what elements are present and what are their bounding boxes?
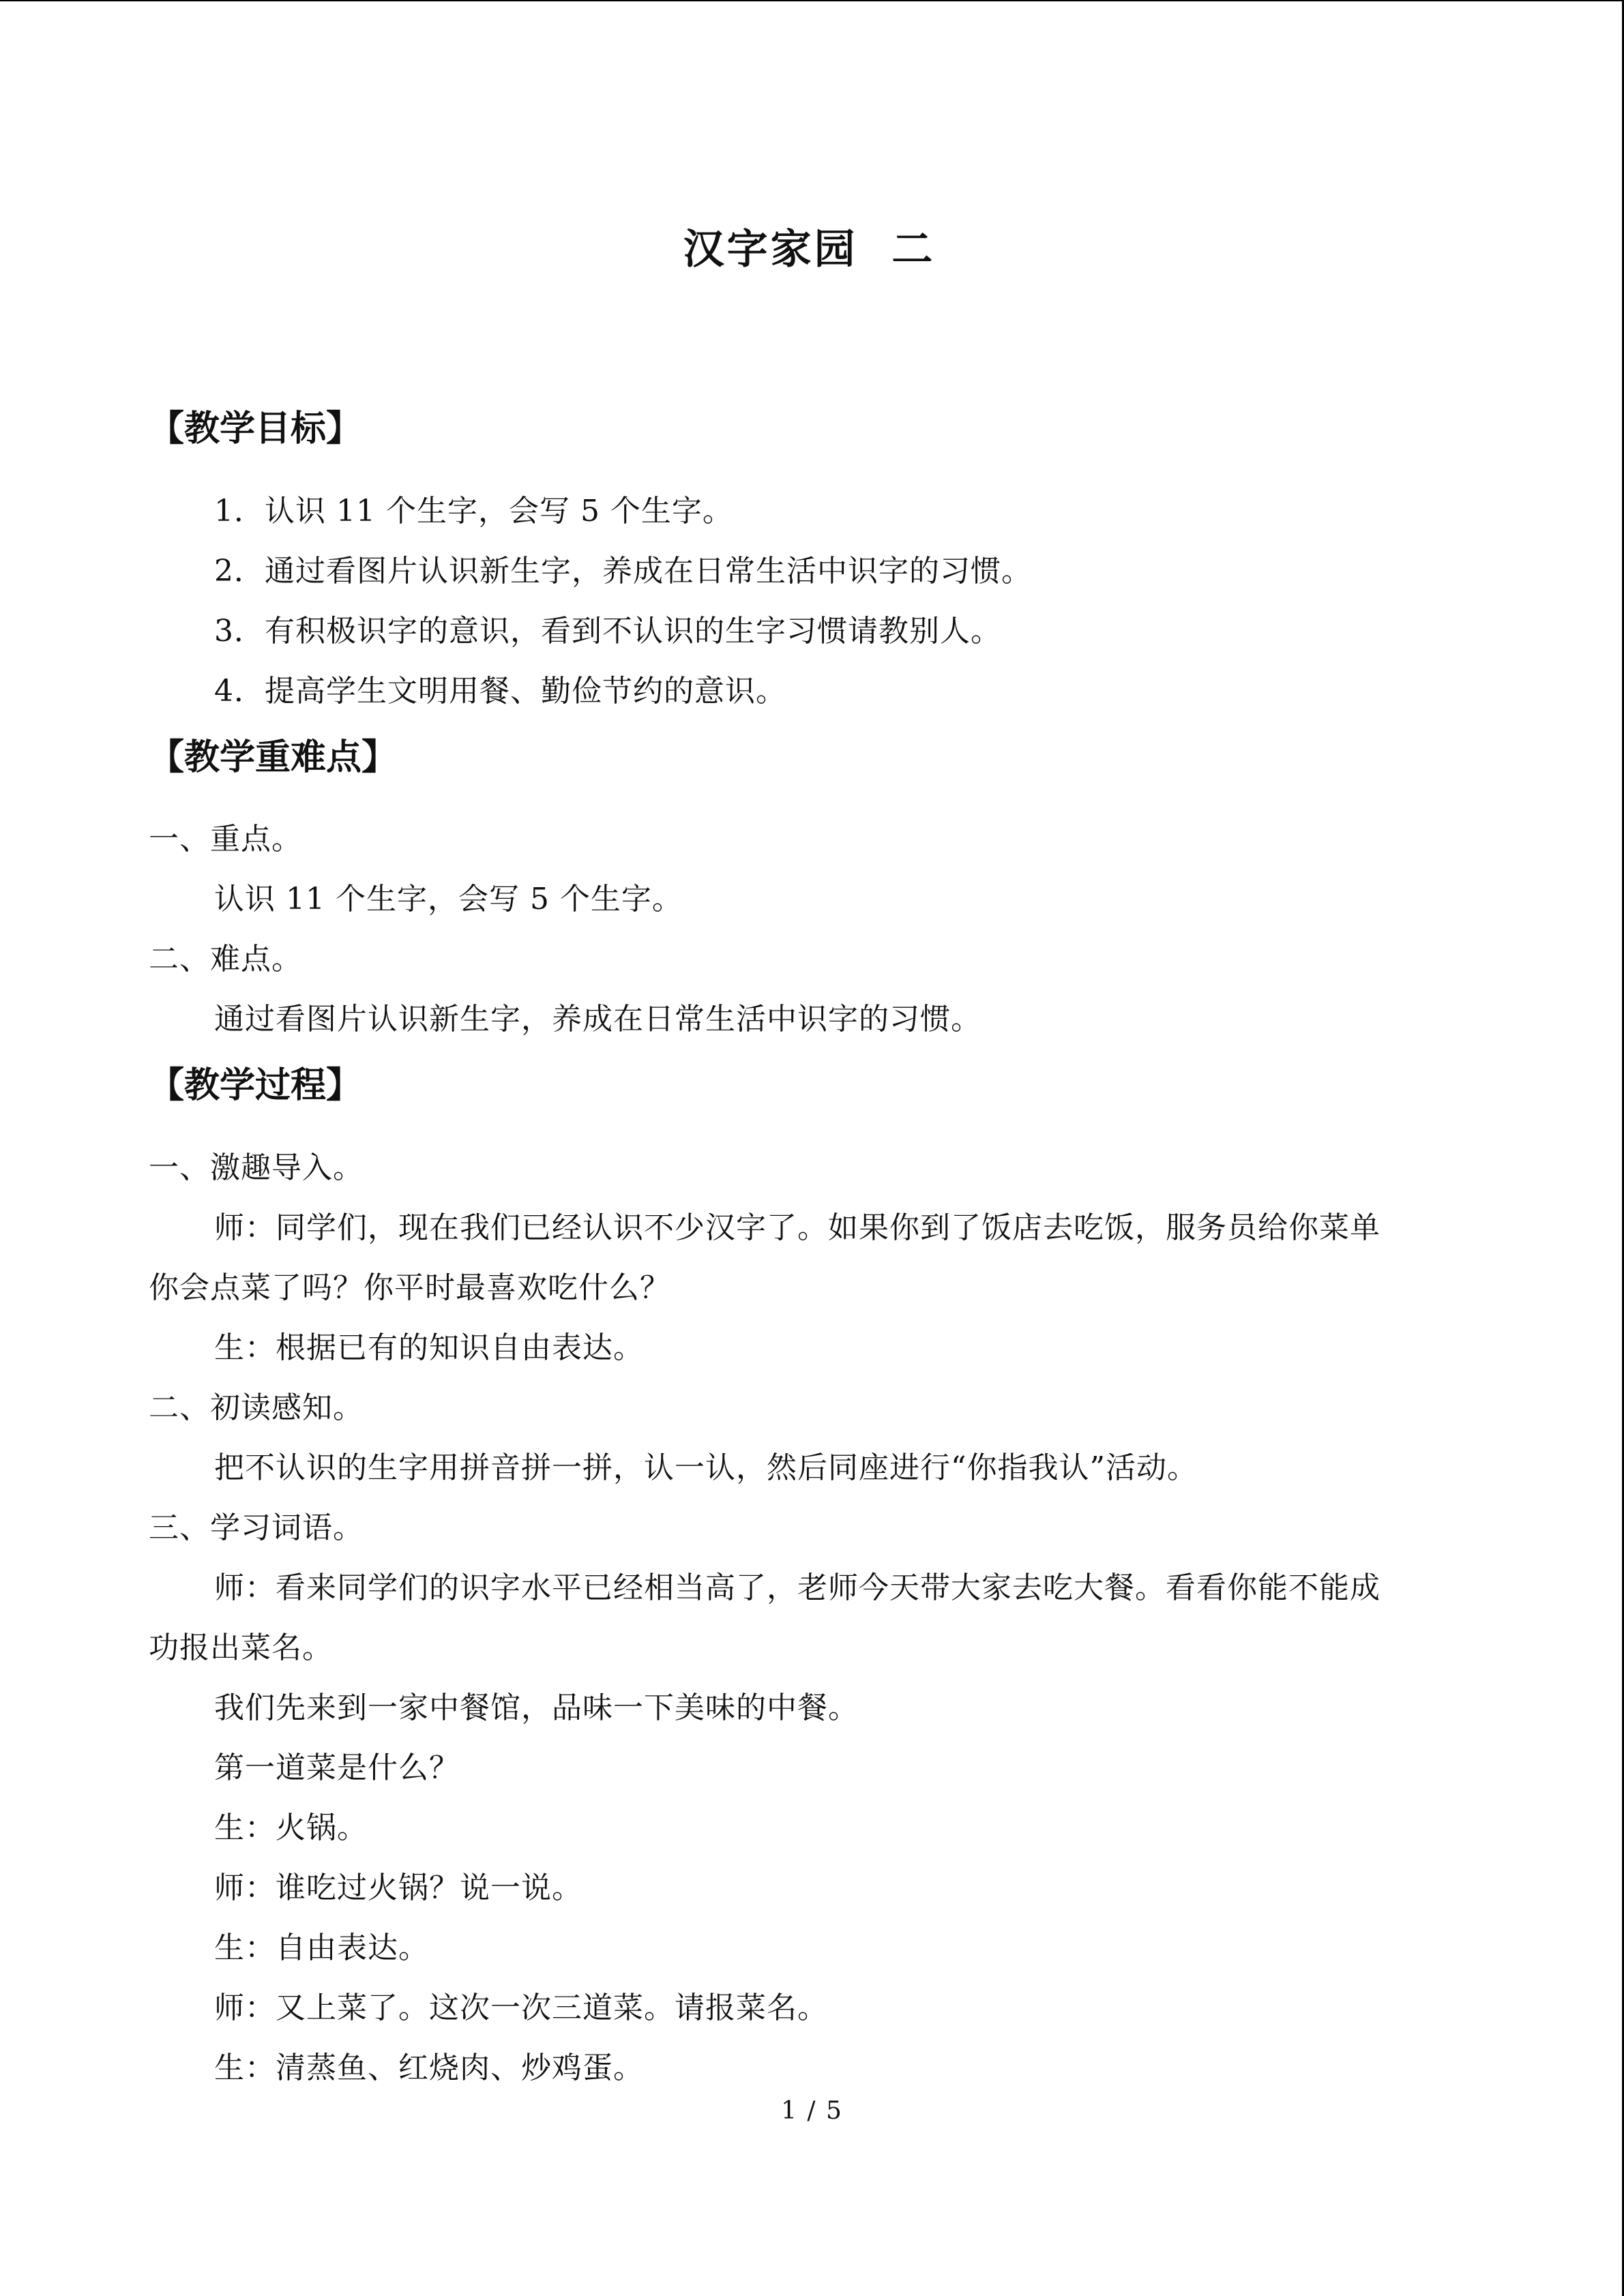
difficulty-label: 二、难点。: [149, 942, 302, 976]
heading-process: 【教学过程】: [149, 1064, 362, 1106]
process-line: 生：清蒸鱼、红烧肉、炒鸡蛋。: [214, 2051, 644, 2085]
process-step-label: 三、学习词语。: [149, 1510, 364, 1545]
process-line: 师：谁吃过火锅？说一说。: [214, 1870, 582, 1905]
objective-item-4: 4．提高学生文明用餐、勤俭节约的意识。: [214, 674, 786, 709]
process-line: 生：自由表达。: [214, 1930, 429, 1965]
objective-item-1: 1．认识 11 个生字，会写 5 个生字。: [214, 494, 733, 528]
heading-key-points: 【教学重难点】: [149, 736, 398, 778]
process-line: 生：火锅。: [214, 1810, 368, 1845]
document-title: 汉字家园 二: [683, 226, 936, 273]
process-line: 师：又上菜了。这次一次三道菜。请报菜名。: [214, 1991, 828, 2025]
process-step-label: 一、激趣导入。: [149, 1150, 364, 1185]
page-number: 1 / 5: [781, 2097, 843, 2125]
process-line: 我们先来到一家中餐馆，品味一下美味的中餐。: [214, 1690, 859, 1725]
heading-objectives: 【教学目标】: [149, 408, 362, 449]
process-line: 第一道菜是什么？: [214, 1750, 460, 1785]
process-line: 功报出菜名。: [149, 1630, 333, 1665]
key-point-text: 认识 11 个生字，会写 5 个生字。: [214, 882, 683, 916]
process-line: 生：根据已有的知识自由表达。: [214, 1330, 644, 1365]
process-step-label: 二、初读感知。: [149, 1390, 364, 1425]
process-line: 师：同学们，现在我们已经认识不少汉字了。如果你到了饭店去吃饭，服务员给你菜单: [214, 1210, 1381, 1245]
difficulty-text: 通过看图片认识新生字，养成在日常生活中识字的习惯。: [214, 1002, 981, 1037]
objective-item-2: 2．通过看图片认识新生字，养成在日常生活中识字的习惯。: [214, 554, 1032, 588]
process-line: 把不认识的生字用拼音拼一拼，认一认，然后同座进行“你指我认”活动。: [214, 1450, 1198, 1485]
process-line: 师：看来同学们的识字水平已经相当高了，老师今天带大家去吃大餐。看看你能不能成: [214, 1570, 1381, 1605]
process-line: 你会点菜了吗？你平时最喜欢吃什么？: [149, 1270, 670, 1305]
objective-item-3: 3．有积极识字的意识，看到不认识的生字习惯请教别人。: [214, 614, 1001, 648]
key-point-label: 一、重点。: [149, 822, 302, 856]
